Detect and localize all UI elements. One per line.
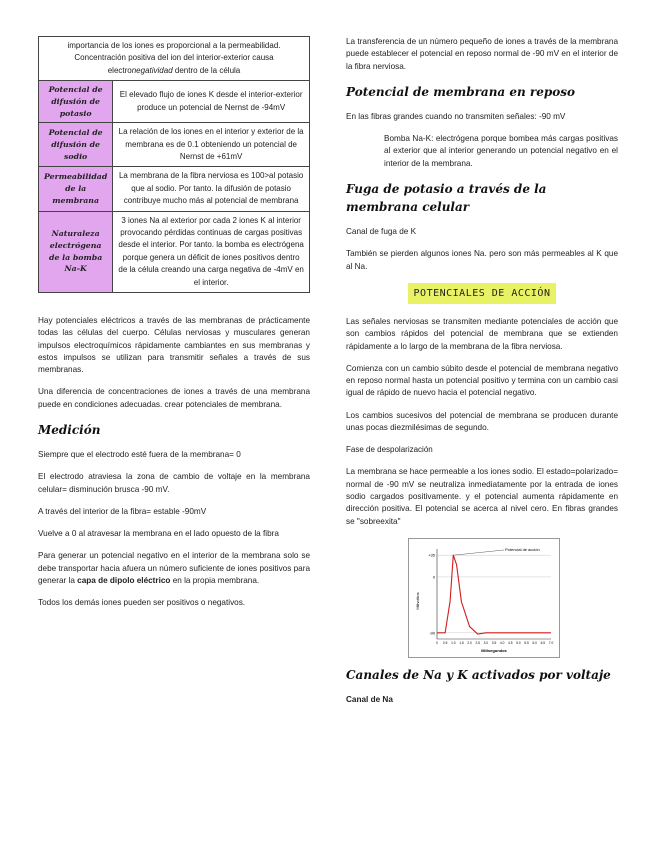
paragraph: Las señales nerviosas se transmiten mediante potenciales de acción que son cambios rápidos del potencial de membrana que se extienden rápidamente a lo largo de la membrana de la fibra nerviosa. xyxy=(346,316,618,351)
paragraph: También se pierden algunos iones Na. pero son más permeables al K que al Na. xyxy=(346,249,618,271)
x-tick-label: 7.0 xyxy=(548,640,554,645)
chart-annotation: Potencial de acción xyxy=(505,546,540,552)
paragraph: Siempre que el electrodo esté fuera de la membrana= 0 xyxy=(38,450,241,459)
y-tick-label: -90 xyxy=(429,630,435,636)
section-title-reposo: Potencial de membrana en reposo xyxy=(346,84,576,99)
row-text: La membrana de la fibra nerviosa es 100>al potasio que al sodio. Por tanto. la difusión de potasio contribuye mucho más al potencial de membrana xyxy=(113,167,310,211)
table-row xyxy=(39,167,310,211)
paragraph: Los cambios sucesivos del potencial de membrana se producen durante unas pocas diezmilésimas de segundo. xyxy=(346,410,618,433)
x-tick-label: 0.5 xyxy=(442,640,448,645)
x-tick-label: 1.5 xyxy=(459,640,464,645)
action-potential-figure xyxy=(408,538,560,658)
paragraph: Una diferencia de concentraciones de iones a través de una membrana puede en condiciones adecuadas. crear potenciales de membrana. xyxy=(38,387,310,409)
x-tick-label: 2.0 xyxy=(467,640,472,645)
paragraph: Fase de despolarización xyxy=(346,445,433,455)
y-tick-label: +35 xyxy=(428,552,435,558)
paragraph: En las fibras grandes cuando no transmiten señales: -90 mV xyxy=(346,111,566,121)
paragraph: Canal de fuga de K xyxy=(346,227,417,237)
table-row xyxy=(39,37,310,81)
action-potential-line xyxy=(437,555,551,634)
paragraph: Comienza con un cambio súbito desde el potencial de membrana negativo en reposo normal hasta un potencial positivo y termina con un cambio casi igual de rápido de nuevo hacia el potencial negativo. xyxy=(346,363,618,398)
table-row xyxy=(39,81,310,123)
paragraph xyxy=(38,550,310,587)
bold-term: capa de dipolo eléctrico xyxy=(77,576,171,586)
x-axis-label: Milisegundos xyxy=(481,647,507,653)
x-tick-label: 2.5 xyxy=(475,640,480,645)
y-tick-label: 0 xyxy=(432,574,435,580)
x-tick-label: 1.0 xyxy=(451,640,456,645)
x-tick-label: 3.5 xyxy=(491,640,497,645)
paragraph: A través del interior de la fibra= estable -90mV xyxy=(38,506,207,516)
x-tick-label: 4.5 xyxy=(508,640,513,645)
y-axis-label: Milivoltios xyxy=(415,592,420,610)
table-row xyxy=(39,123,310,167)
paragraph: Todos los demás iones pueden ser positivos o negativos. xyxy=(38,598,246,608)
row-label: Potencial de difusión de potasio xyxy=(39,81,113,123)
action-potential-chart xyxy=(409,539,559,657)
row-text: 3 iones Na al exterior por cada 2 iones K al interior provocando pérdidas continuas de cargas positivas desde el interior. Por tanto. la bomba es electrógena porque genera un déficit de iones positivos dentro de la célula creando una carga negativa de -4mV en el interior. xyxy=(113,211,310,292)
row-label: Permeabilidad de la membrana xyxy=(39,167,113,211)
x-tick-label: 5.0 xyxy=(516,640,521,645)
right-column xyxy=(346,36,618,716)
text-run: en la propia membrana. xyxy=(170,576,260,586)
annotation-pointer xyxy=(453,550,504,555)
left-column xyxy=(38,36,310,620)
highlight-wrapper xyxy=(346,283,618,304)
x-tick-label: 6.0 xyxy=(532,640,537,645)
table-top-text: importancia de los iones es proporcional a la permeabilidad. Concentración positiva del ion del interior-exterior causa electro xyxy=(67,41,281,75)
table-top-cell xyxy=(39,37,310,81)
section-title-potenciales-accion: POTENCIALES DE ACCIÓN xyxy=(408,283,557,304)
section-title-canales: Canales de Na y K activados por voltaje xyxy=(346,667,611,682)
x-tick-label: 0 xyxy=(436,640,438,645)
x-tick-label: 3.0 xyxy=(483,640,489,645)
row-label: Naturaleza electrógena de la bomba Na-K xyxy=(39,211,113,292)
paragraph: La transferencia de un número pequeño de iones a través de la membrana puede establecer el potencial en reposo normal de -90 mV en el interior de la fibra nerviosa. xyxy=(346,37,618,71)
summary-table xyxy=(38,36,310,293)
x-tick-label: 5.5 xyxy=(524,640,529,645)
table-row xyxy=(39,211,310,292)
section-title-fuga: Fuga de potasio a través de la membrana celular xyxy=(346,182,547,215)
table-top-italic: negatividad xyxy=(131,65,173,75)
subheading-canal-na: Canal de Na xyxy=(346,694,393,704)
section-title-medicion: Medición xyxy=(38,423,101,437)
x-tick-label: 6.5 xyxy=(540,640,546,645)
x-tick-label: 4.0 xyxy=(499,640,505,645)
indented-paragraph: Bomba Na-K: electrógena porque bombea más cargas positivas al exterior que al interior generando un potencial negativo en el interior de la membrana. xyxy=(384,134,618,168)
text-run: Para generar un potencial negativo en el interior de la membrana solo se debe transportar hacia afuera un número suficiente de iones positivos para generar la xyxy=(38,551,310,586)
row-label: Potencial de difusión de sodio xyxy=(39,123,113,167)
row-text: El elevado flujo de iones K desde el interior-exterior produce un potencial de Nernst de -94mV xyxy=(113,81,310,123)
paragraph: El electrodo atraviesa la zona de cambio de voltaje en la membrana celular= disminución brusca -90 mV. xyxy=(38,472,310,494)
paragraph: Vuelve a 0 al atravesar la membrana en el lado opuesto de la fibra xyxy=(38,529,279,539)
paragraph: La membrana se hace permeable a los iones sodio. El estado=polarizado= normal de -90 mV se neutraliza inmediatamente por la entrada de iones sodio cargados positivamente. y el potencial aumenta rápidamente en dirección positiva. El potencial se acerca al nivel cero. En fibras grandes se "sobreexita" xyxy=(346,467,618,526)
paragraph: Hay potenciales eléctricos a través de las membranas de prácticamente todas las células del cuerpo. Células nerviosas y musculares generan impulsos electroquímicos rápidamente cambiantes en sus membranas y estos impulsos se utilizan para transmitir señales a través de sus membranas. xyxy=(38,315,310,375)
table-top-tail: dentro de la célula xyxy=(172,65,241,75)
row-text: La relación de los iones en el interior y exterior de la membrana es de 0.1 obteniendo un potencial de Nernst de +61mV xyxy=(113,123,310,167)
